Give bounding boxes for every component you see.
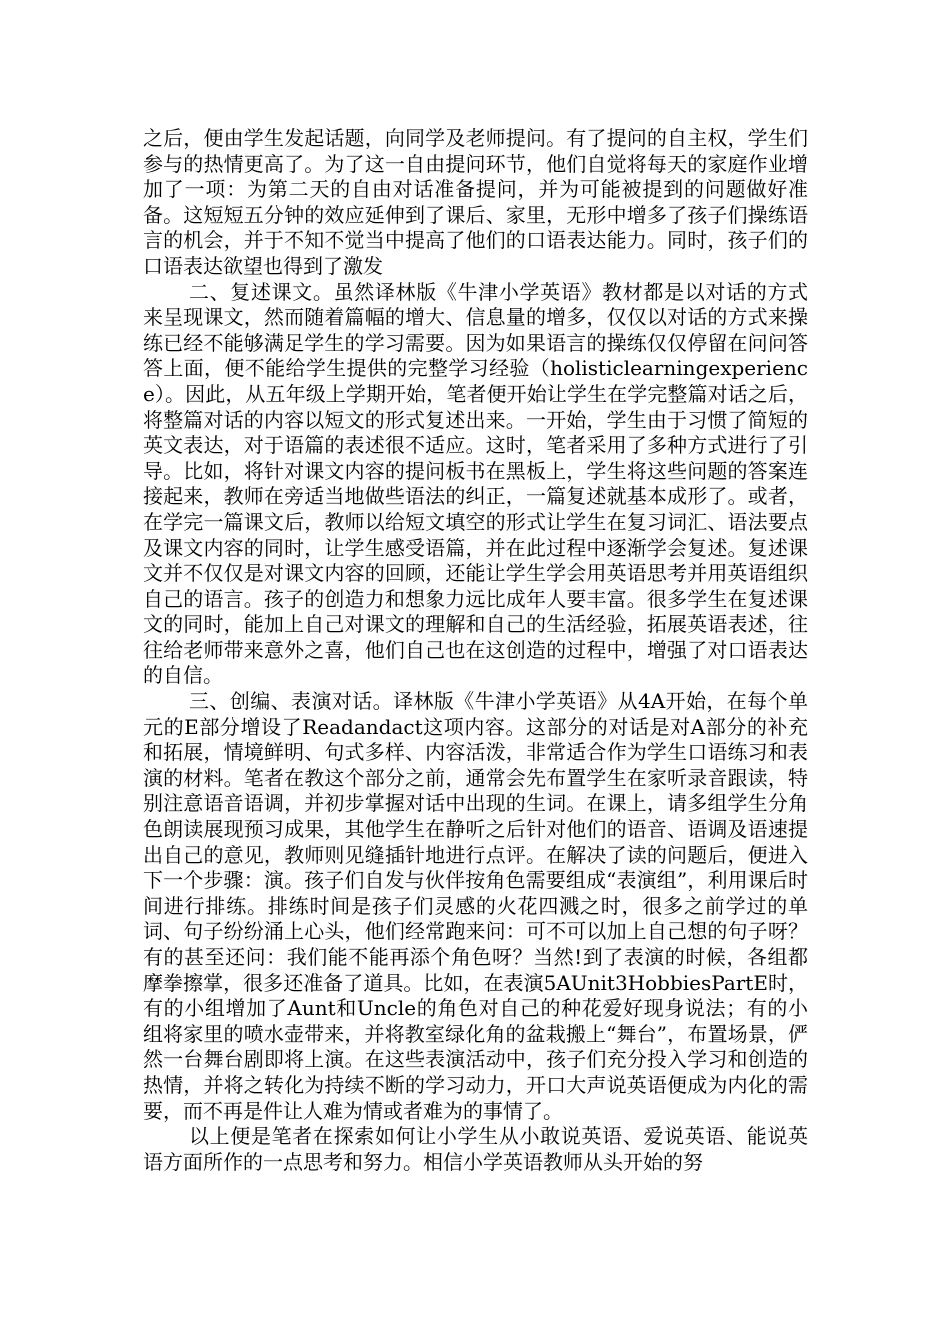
paragraph-retelling-text: 二、复述课文。虽然译林版《牛津小学英语》教材都是以对话的方式来呈现课文，然而随着篇幅的增大、信息量的增多，仅仅以对话的方式来操练已经不能够满足学生的学习需要。因为如果语言的操练仅仅停留在问问答答上面，便不能给学生提供的完整学习经验（holisticlearningexperience）。因此，从五年级上学期开始，笔者便开始让学生在学完整篇对话之后，将整篇对话的内容以短文的形式复述出来。一开始，学生由于习惯了简短的英文表达，对于语篇的表述很不适应。这时，笔者采用了多种方式进行了引导。比如，将针对课文内容的提问板书在黑板上，学生将这些问题的答案连接起来，教师在旁适当地做些语法的纠正，一篇复述就基本成形了。或者，在学完一篇课文后，教师以给短文填空的形式让学生在复习词汇、语法要点及课文内容的同时，让学生感受语篇，并在此过程中逐渐学会复述。复述课文并不仅仅是对课文内容的回顾，还能让学生学会用英语思考并用英语组织自己的语言。孩子的创造力和想象力远比成年人要丰富。很多学生在复述课文的同时，能加上自己对课文的理解和自己的生活经验，拓展英语表述，往往给老师带来意外之喜，他们自己也在这创造的过程中，增强了对口语表达的自信。 [143,279,808,688]
paragraph-conclusion: 以上便是笔者在探索如何让小学生从小敢说英语、爱说英语、能说英语方面所作的一点思考和努力。相信小学英语教师从头开始的努 [143,1124,808,1174]
paragraph-creating-dialogue: 三、创编、表演对话。译林版《牛津小学英语》从4A开始，在每个单元的E部分增设了Readandact这项内容。这部分的对话是对A部分的补充和拓展，情境鲜明、句式多样、内容活泼，非常适合作为学生口语练习和表演的材料。笔者在教这个部分之前，通常会先布置学生在家听录音跟读，特别注意语音语调，并初步掌握对话中出现的生词。在课上，请多组学生分角色朗读展现预习成果，其他学生在静听之后针对他们的语音、语调及语速提出自己的意见，教师则见缝插针地进行点评。在解决了读的问题后，便进入下一个步骤：演。孩子们自发与伙伴按角色需要组成“表演组”，利用课后时间进行排练。排练时间是孩子们灵感的火花四溅之时，很多之前学过的单词、句子纷纷涌上心头，他们经常跑来问：可不可以加上自己想的句子呀？有的甚至还问：我们能不能再添个角色呀？当然!到了表演的时候，各组都摩拳擦掌，很多还准备了道具。比如，在表演5AUnit3HobbiesPartE时，有的小组增加了Aunt和Uncle的角色对自己的种花爱好现身说法；有的小组将家里的喷水壶带来，并将教室绿化角的盆栽搬上“舞台”，布置场景，俨然一台舞台剧即将上演。在这些表演活动中，孩子们充分投入学习和创造的热情，并将之转化为持续不断的学习动力，开口大声说英语便成为内化的需要，而不再是件让人难为情或者难为的事情了。 [143,689,808,1123]
document-body [143,126,808,1175]
paragraph-continuation: 之后，便由学生发起话题，向同学及老师提问。有了提问的自主权，学生们参与的热情更高了。为了这一自由提问环节，他们自觉将每天的家庭作业增加了一项：为第二天的自由对话准备提问，并为可能被提到的问题做好准备。这短短五分钟的效应延伸到了课后、家里，无形中增多了孩子们操练语言的机会，并于不知不觉当中提高了他们的口语表达能力。同时，孩子们的口语表达欲望也得到了激发 [143,126,808,278]
